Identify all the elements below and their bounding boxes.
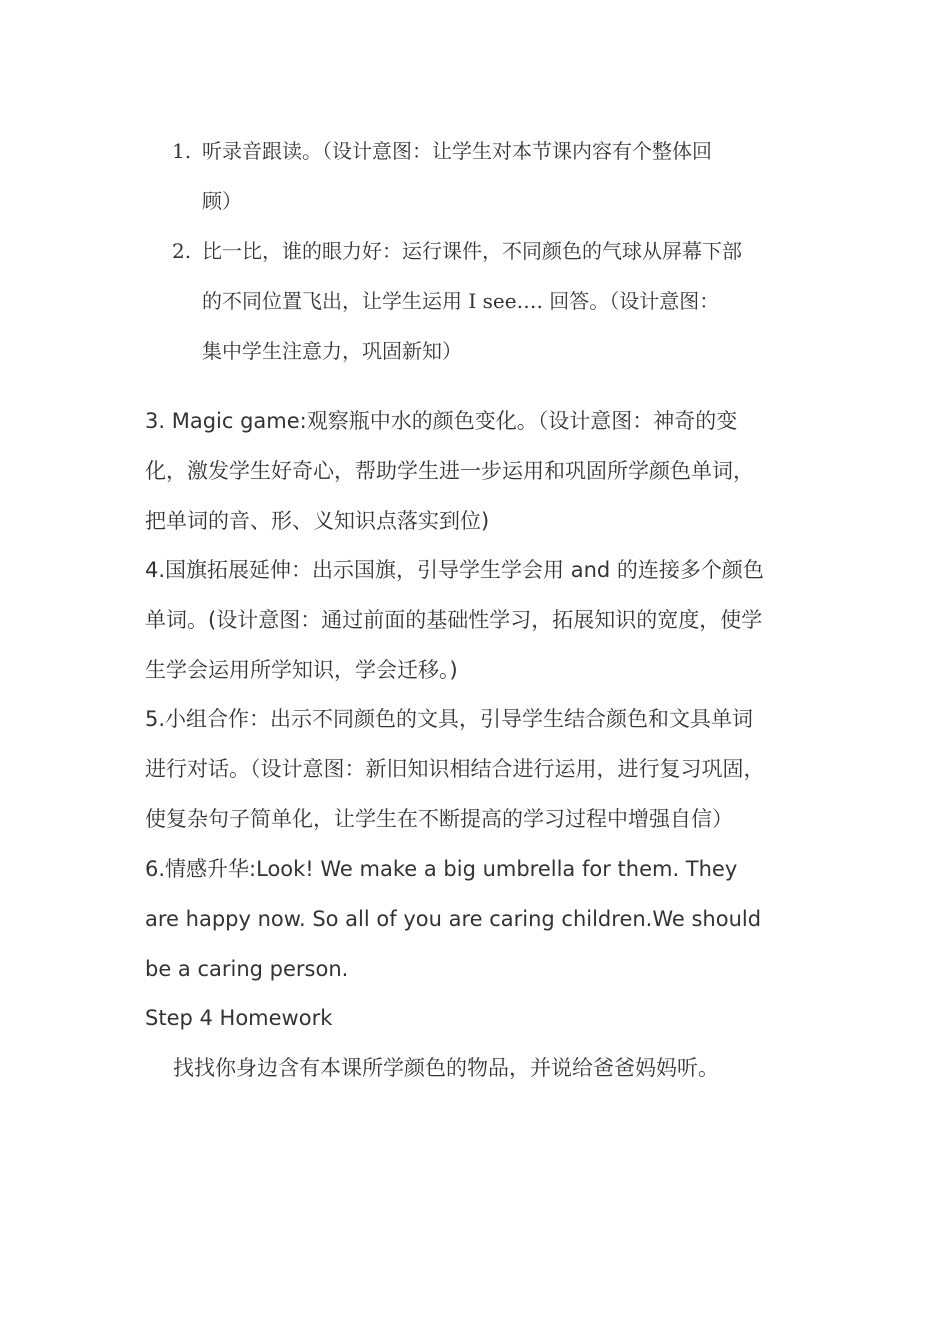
paragraph-item-5 (145, 694, 810, 844)
list-number: 2. (172, 239, 192, 263)
list-item-line: 集中学生注意力，巩固新知） (202, 339, 462, 363)
paragraph-line: 生学会运用所学知识，学会迁移。) (145, 658, 458, 682)
list-item-line: 顾） (202, 189, 242, 213)
step4-text: 找找你身边含有本课所学颜色的物品，并说给爸爸妈妈听。 (173, 1056, 719, 1080)
paragraph-item-6 (145, 844, 810, 994)
numbered-list (172, 126, 812, 376)
paragraph-line: be a caring person. (145, 957, 349, 981)
paragraph-line: 化，激发学生好奇心，帮助学生进一步运用和巩固所学颜色单词， (145, 459, 754, 483)
paragraph-line: are happy now. So all of you are caring children.We should (145, 907, 762, 931)
list-number: 1. (172, 139, 192, 163)
paragraph-line: 6.情感升华:Look! We make a big umbrella for them. They (145, 857, 738, 881)
paragraph-item-3 (145, 396, 810, 546)
list-item (172, 126, 812, 226)
list-item (172, 226, 812, 376)
paragraph-line: 3. Magic game:观察瓶中水的颜色变化。（设计意图：神奇的变 (145, 409, 738, 433)
step4-section (145, 993, 810, 1093)
paragraph-line: 单词。(设计意图：通过前面的基础性学习，拓展知识的宽度，使学 (145, 608, 763, 632)
paragraph-line: 4.国旗拓展延伸：出示国旗，引导学生学会用 and 的连接多个颜色 (145, 558, 764, 582)
list-item-line: 的不同位置飞出，让学生运用 I see…. 回答。（设计意图： (202, 289, 720, 313)
paragraph-line: 进行对话。（设计意图：新旧知识相结合进行运用，进行复习巩固， (145, 757, 765, 781)
list-item-line: 比一比，谁的眼力好：运行课件，不同颜色的气球从屏幕下部 (202, 239, 742, 263)
paragraph-line: 5.小组合作：出示不同颜色的文具，引导学生结合颜色和文具单词 (145, 707, 754, 731)
paragraph-item-4 (145, 545, 810, 695)
paragraph-line: 把单词的音、形、义知识点落实到位) (145, 509, 490, 533)
paragraph-line: 使复杂句子简单化，让学生在不断提高的学习过程中增强自信） (145, 807, 733, 831)
list-item-line: 听录音跟读。（设计意图：让学生对本节课内容有个整体回 (202, 139, 712, 163)
step4-heading: Step 4 Homework (145, 1006, 333, 1030)
